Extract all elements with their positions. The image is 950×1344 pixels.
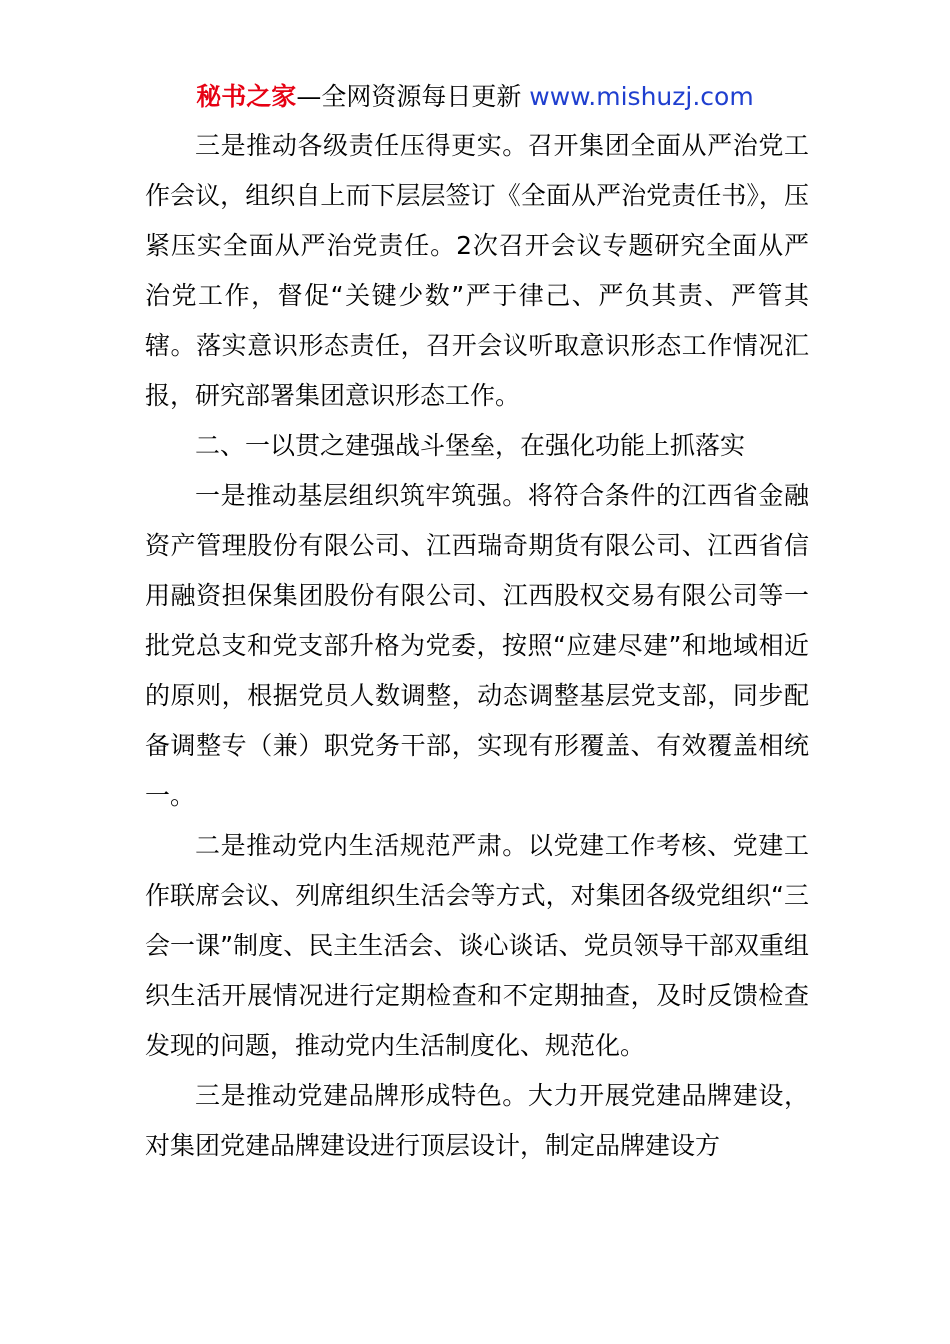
paragraph-party-life: 二是推动党内生活规范严肃。以党建工作考核、党建工作联席会议、列席组织生活会等方式，对集团各级党组织“三会一课”制度、民主生活会、谈心谈话、党员领导干部双重组织生活开展情况进行定期检查和不定期抽查，及时反馈检查发现的问题，推动党内生活制度化、规范化。 xyxy=(145,831,809,1060)
page-header xyxy=(0,80,950,114)
site-url-link[interactable]: www.mishuzj.com xyxy=(529,82,754,111)
site-brand: 秘书之家 xyxy=(196,82,297,111)
section-heading: 二、一以贯之建强战斗堡垒，在强化功能上抓落实 xyxy=(195,431,746,460)
paragraph-grassroots: 一是推动基层组织筑牢筑强。将符合条件的江西省金融资产管理股份有限公司、江西瑞奇期货有限公司、江西省信用融资担保集团股份有限公司、江西股权交易有限公司等一批党总支和党支部升格为党委，按照“应建尽建”和地域相近的原则，根据党员人数调整，动态调整基层党支部，同步配备调整专（兼）职党务干部，实现有形覆盖、有效覆盖相统一。 xyxy=(145,481,809,810)
paragraph-responsibility: 三是推动各级责任压得更实。召开集团全面从严治党工作会议，组织自上而下层层签订《全面从严治党责任书》，压紧压实全面从严治党责任。2次召开会议专题研究全面从严治党工作，督促“关键少数”严于律己、严负其责、严管其辖。落实意识形态责任，召开会议听取意识形态工作情况汇报，研究部署集团意识形态工作。 xyxy=(145,131,809,410)
document-body xyxy=(145,121,809,1171)
site-tagline: —全网资源每日更新 xyxy=(296,82,530,111)
paragraph-brand: 三是推动党建品牌形成特色。大力开展党建品牌建设，对集团党建品牌建设进行顶层设计，制定品牌建设方 xyxy=(145,1081,809,1160)
